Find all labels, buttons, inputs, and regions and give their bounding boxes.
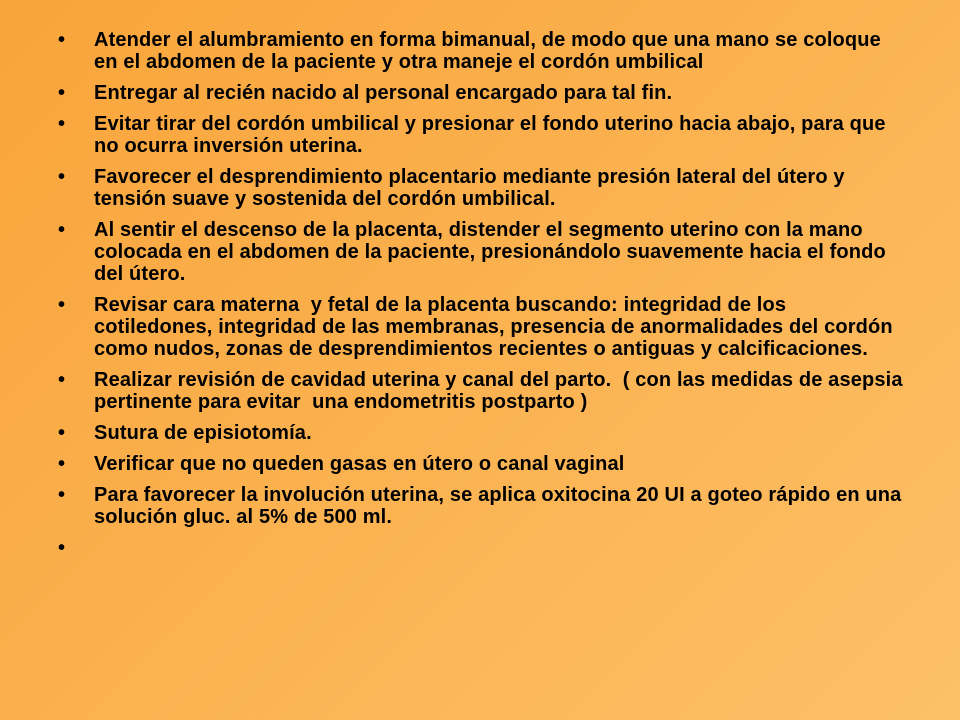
bullet-item — [58, 422, 908, 444]
bullet-text: Revisar cara materna y fetal de la placenta buscando: integridad de los cotiledones, integridad de las membranas, presencia de anormalidades del cordón como nudos, zonas de desprendimientos recientes o antiguas y calcificaciones. — [94, 294, 899, 360]
bullet-text: Para favorecer la involución uterina, se aplica oxitocina 20 UI a goteo rápido en una solución gluc. al 5% de 500 ml. — [94, 484, 908, 528]
bullet-marker: • — [58, 219, 66, 241]
bullet-marker: • — [58, 82, 66, 104]
bullet-marker: • — [58, 453, 66, 475]
bullet-text: Favorecer el desprendimiento placentario mediante presión lateral del útero y tensión suave y sostenida del cordón umbilical. — [94, 166, 851, 210]
bullet-text: Sutura de episiotomía. — [94, 422, 312, 444]
bullet-marker: • — [58, 294, 66, 316]
bullet-item — [58, 166, 908, 210]
bullet-marker: • — [58, 537, 66, 559]
bullet-text: Realizar revisión de cavidad uterina y canal del parto. ( con las medidas de asepsia pertinente para evitar una endometritis postparto ) — [94, 369, 909, 413]
bullet-text: Entregar al recién nacido al personal encargado para tal fin. — [94, 82, 673, 104]
bullet-item — [58, 82, 908, 104]
bullet-item — [58, 29, 908, 73]
bullet-text: Evitar tirar del cordón umbilical y presionar el fondo uterino hacia abajo, para que no ocurra inversión uterina. — [94, 113, 892, 157]
bullet-item — [58, 294, 908, 360]
bullet-marker: • — [58, 166, 66, 188]
bullet-marker: • — [58, 484, 66, 506]
bullet-marker: • — [58, 369, 66, 391]
bullet-marker: • — [58, 113, 66, 135]
bullet-item — [58, 453, 908, 475]
bullet-marker: • — [58, 29, 66, 51]
bullet-item — [58, 113, 908, 157]
bullet-text: Al sentir el descenso de la placenta, distender el segmento uterino con la mano colocada en el abdomen de la paciente, presionándolo suavemente hacia el fondo del útero. — [94, 219, 892, 285]
bullet-item — [58, 219, 908, 285]
bullet-marker: • — [58, 422, 66, 444]
bullet-text: Verificar que no queden gasas en útero o canal vaginal — [94, 453, 625, 475]
bullet-item — [58, 484, 908, 528]
bullet-item — [58, 369, 908, 413]
bullet-list — [58, 29, 909, 559]
bullet-text: Atender el alumbramiento en forma bimanual, de modo que una mano se coloque en el abdomen de la paciente y otra maneje el cordón umbilical — [94, 29, 887, 73]
